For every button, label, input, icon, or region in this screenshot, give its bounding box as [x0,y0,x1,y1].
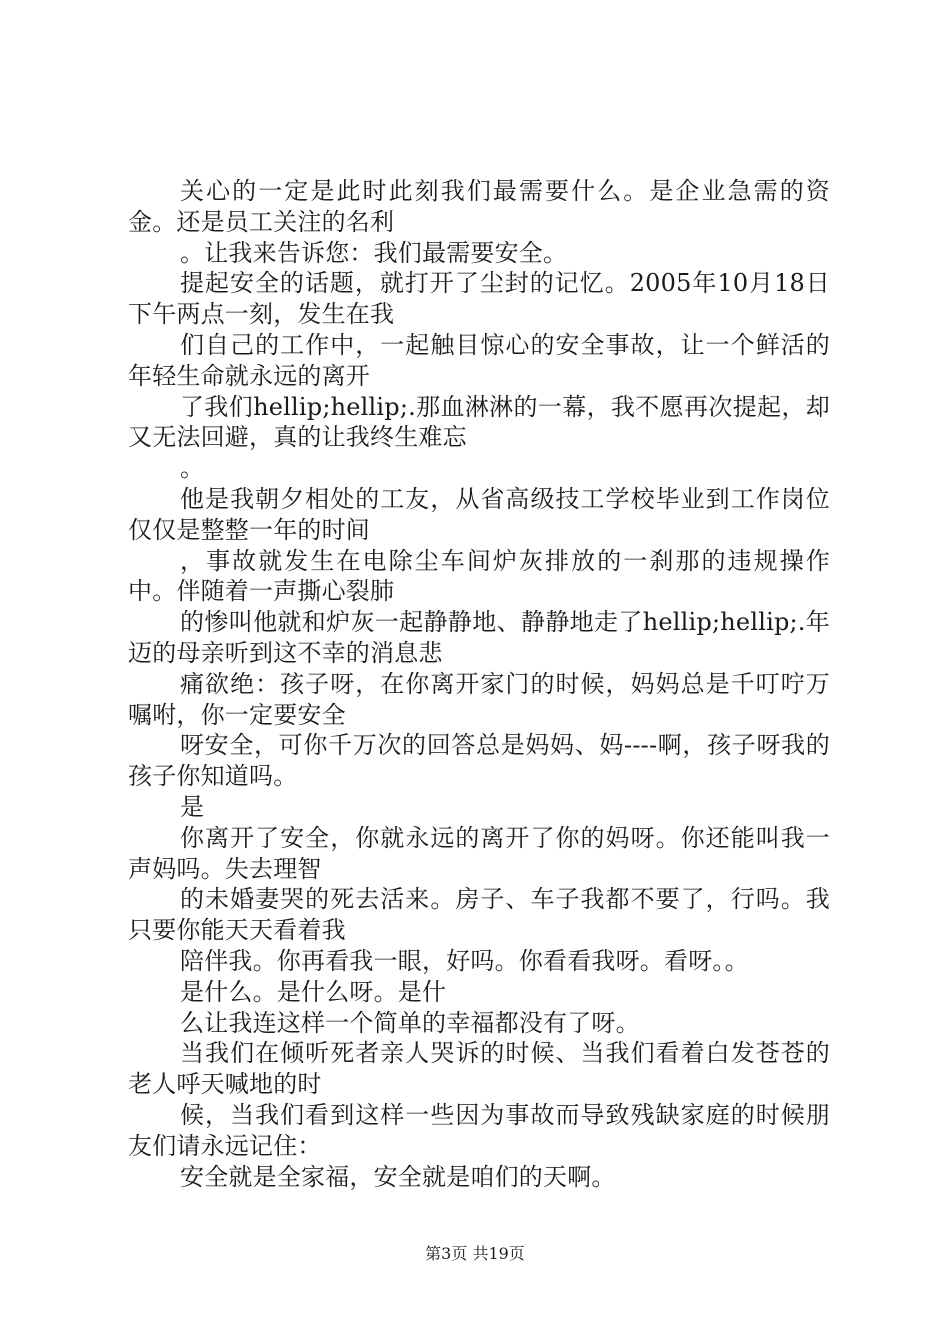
page-number-footer: 第3页 共19页 [425,1244,525,1263]
paragraph: 的惨叫他就和炉灰一起静静地、静静地走了hellip;hellip;.年迈的母亲听到这不幸的消息悲 [128,608,830,667]
paragraph: 安全就是全家福，安全就是咱们的天啊。 [180,1162,616,1191]
paragraph: 的未婚妻哭的死去活来。房子、车子我都不要了，行吗。我只要你能天天看着我 [128,885,830,945]
paragraph: 们自己的工作中，一起触目惊心的安全事故，让一个鲜活的年轻生命就永远的离开 [128,330,830,390]
paragraph: 当我们在倾听死者亲人哭诉的时候、当我们看着白发苍苍的老人呼天喊地的时 [128,1039,830,1099]
paragraph: 呀安全，可你千万次的回答总是妈妈、妈----啊，孩子呀我的孩子你知道吗。 [128,731,830,791]
paragraph: 是什么。是什么呀。是什 [180,977,447,1006]
paragraph: 你离开了安全，你就永远的离开了你的妈呀。你还能叫我一声妈吗。失去理智 [128,823,830,883]
paragraph: 了我们hellip;hellip;.那血淋淋的一幕，我不愿再次提起，却又无法回避，真的让我终生难忘 [128,392,830,452]
paragraph: 是 [180,792,205,821]
paragraph: 候，当我们看到这样一些因为事故而导致残缺家庭的时候朋友们请永远记住： [128,1100,830,1160]
paragraph: 他是我朝夕相处的工友，从省高级技工学校毕业到工作岗位仅仅是整整一年的时间 [128,484,830,544]
paragraph: 么让我连这样一个简单的幸福都没有了呀。 [180,1008,640,1037]
paragraph: 提起安全的话题，就打开了尘封的记忆。2005年10月18日下午两点一刻，发生在我 [128,269,830,329]
body-text [128,176,830,1192]
paragraph: 。 [180,454,205,483]
paragraph: 。让我来告诉您：我们最需要安全。 [180,238,568,267]
paragraph: 陪伴我。你再看我一眼，好吗。你看看我呀。看呀。。 [180,946,749,975]
paragraph: ，事故就发生在电除尘车间炉灰排放的一刹那的违规操作中。伴随着一声撕心裂肺 [128,546,830,606]
paragraph: 痛欲绝：孩子呀，在你离开家门的时候，妈妈总是千叮咛万嘱咐，你一定要安全 [128,669,830,729]
paragraph: 关心的一定是此时此刻我们最需要什么。是企业急需的资金。还是员工关注的名利 [128,177,830,236]
